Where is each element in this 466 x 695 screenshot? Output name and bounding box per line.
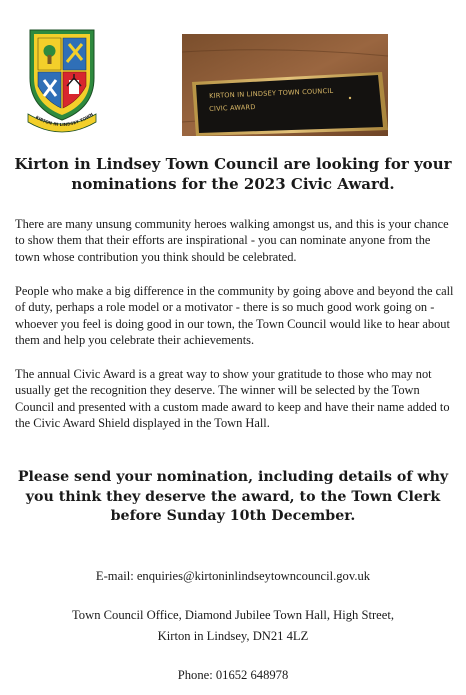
civic-award-plaque-photo — [182, 34, 388, 136]
contact-phone[interactable]: Phone: 01652 648978 — [177, 668, 289, 682]
contact-address-line2: Kirton in Lindsey, DN21 4LZ — [157, 629, 309, 643]
intro-paragraph: There are many unsung community heroes walking amongst us, and this is your chance to show them that their efforts are inspirational - you can nominate anyone from the town whose contribution you think should be celebrated. — [15, 217, 449, 264]
community-paragraph: People who make a big difference in the community by going above and beyond the call of duty, perhaps a role model or a motivator - there is so much good work going on - whoever you feel is doing good in our town, the Town Council would like to hear about them and help you celebrate their achievements. — [15, 284, 454, 347]
crest-motto: KIRTON IN LINDSEY TOWN — [34, 111, 95, 128]
council-crest-icon — [26, 24, 98, 134]
plaque-title: KIRTON IN LINDSEY TOWN COUNCIL — [209, 86, 334, 100]
plaque-subtitle: CIVIC AWARD — [209, 103, 256, 113]
contact-address-line1: Town Council Office, Diamond Jubilee Town Hall, High Street, — [71, 608, 394, 622]
nomination-callout: Please send your nomination, including details of why you think they deserve the award, to the Town Clerk before Sunday 10th December. — [17, 469, 449, 524]
page-title: Kirton in Lindsey Town Council are looking for your nominations for the 2023 Civic Award. — [14, 155, 452, 193]
contact-email[interactable]: E-mail: enquiries@kirtoninlindseytowncouncil.gov.uk — [95, 569, 371, 583]
award-paragraph: The annual Civic Award is a great way to show your gratitude to those who may not usually get the recognition they deserve. The winner will be selected by the Town Council and presented with a custom made award to keep and have their name added to the Civic Award Shield displayed in the Town Hall. — [15, 367, 450, 430]
